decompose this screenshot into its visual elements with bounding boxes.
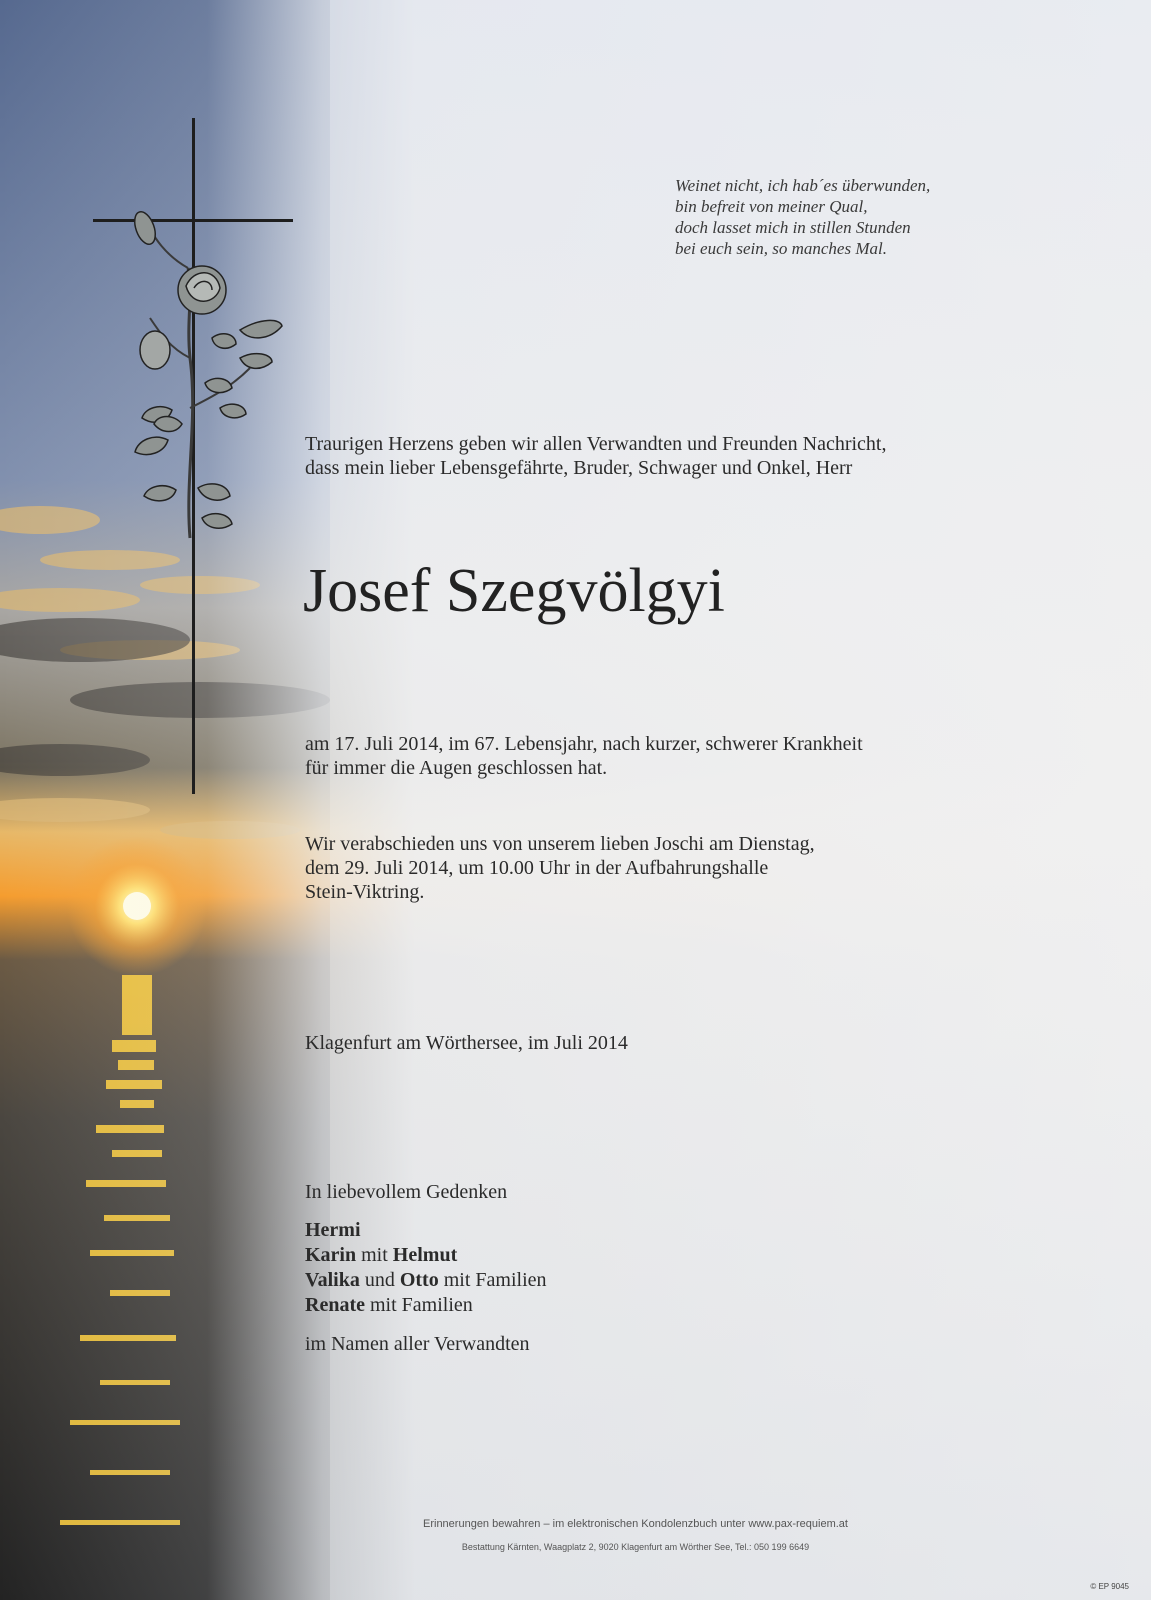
mourner-line <box>305 1268 547 1293</box>
mourner-name: Hermi <box>305 1219 361 1241</box>
mourner-name: Helmut <box>392 1244 458 1266</box>
funeral-line: Stein-Viktring. <box>305 881 425 903</box>
verse-line: bei euch sein, so manches Mal. <box>675 239 887 258</box>
mourner-name: Karin <box>305 1244 357 1266</box>
on-behalf-line: im Namen aller Verwandten <box>305 1333 530 1355</box>
rose-icon <box>131 209 282 538</box>
verse-line: doch lasset mich in stillen Stunden <box>675 218 911 237</box>
death-notice <box>305 732 863 780</box>
mourner-suffix: mit Familien <box>443 1269 547 1291</box>
verse-line: Weinet nicht, ich hab´es überwunden, <box>675 176 931 195</box>
funeral-line: Wir verabschieden uns von unserem lieben Joschi am Dienstag, <box>305 833 815 855</box>
mourner-connector: und <box>364 1269 395 1291</box>
mourner-line <box>305 1218 547 1243</box>
cross-with-rose-image <box>90 118 300 798</box>
mourner-connector: mit <box>361 1244 388 1266</box>
announcement-intro <box>305 432 886 480</box>
funeral-home-address: Bestattung Kärnten, Waagplatz 2, 9020 Klagenfurt am Wörther See, Tel.: 050 199 6649 <box>461 1542 810 1552</box>
deceased-name: Josef Szegvölgyi <box>303 557 725 625</box>
verse-line: bin befreit von meiner Qual, <box>675 197 868 216</box>
death-line: für immer die Augen geschlossen hat. <box>305 757 608 779</box>
funeral-details <box>305 832 815 904</box>
mourner-name: Renate <box>305 1294 365 1316</box>
print-code: © EP 9045 <box>1090 1582 1129 1591</box>
memorial-verse <box>675 175 930 259</box>
intro-line: Traurigen Herzens geben wir allen Verwandten und Freunden Nachricht, <box>305 433 887 455</box>
mourner-name: Valika <box>305 1269 360 1291</box>
mourner-suffix: mit Familien <box>369 1294 473 1316</box>
funeral-line: dem 29. Juli 2014, um 10.00 Uhr in der Aufbahrungshalle <box>305 857 769 879</box>
condolence-book-note: Erinnerungen bewahren – im elektronischen Kondolenzbuch unter www.pax-requiem.at <box>423 1518 848 1530</box>
cross-icon <box>93 118 293 794</box>
mourner-line <box>305 1243 547 1268</box>
place-and-date: Klagenfurt am Wörthersee, im Juli 2014 <box>305 1032 628 1054</box>
death-line: am 17. Juli 2014, im 67. Lebensjahr, nach kurzer, schwerer Krankheit <box>305 733 863 755</box>
remembrance-line: In liebevollem Gedenken <box>305 1181 508 1203</box>
mourners-list <box>305 1218 547 1318</box>
intro-line: dass mein lieber Lebensgefährte, Bruder, Schwager und Onkel, Herr <box>305 457 853 479</box>
mourner-name: Otto <box>399 1269 439 1291</box>
mourner-line <box>305 1293 547 1318</box>
